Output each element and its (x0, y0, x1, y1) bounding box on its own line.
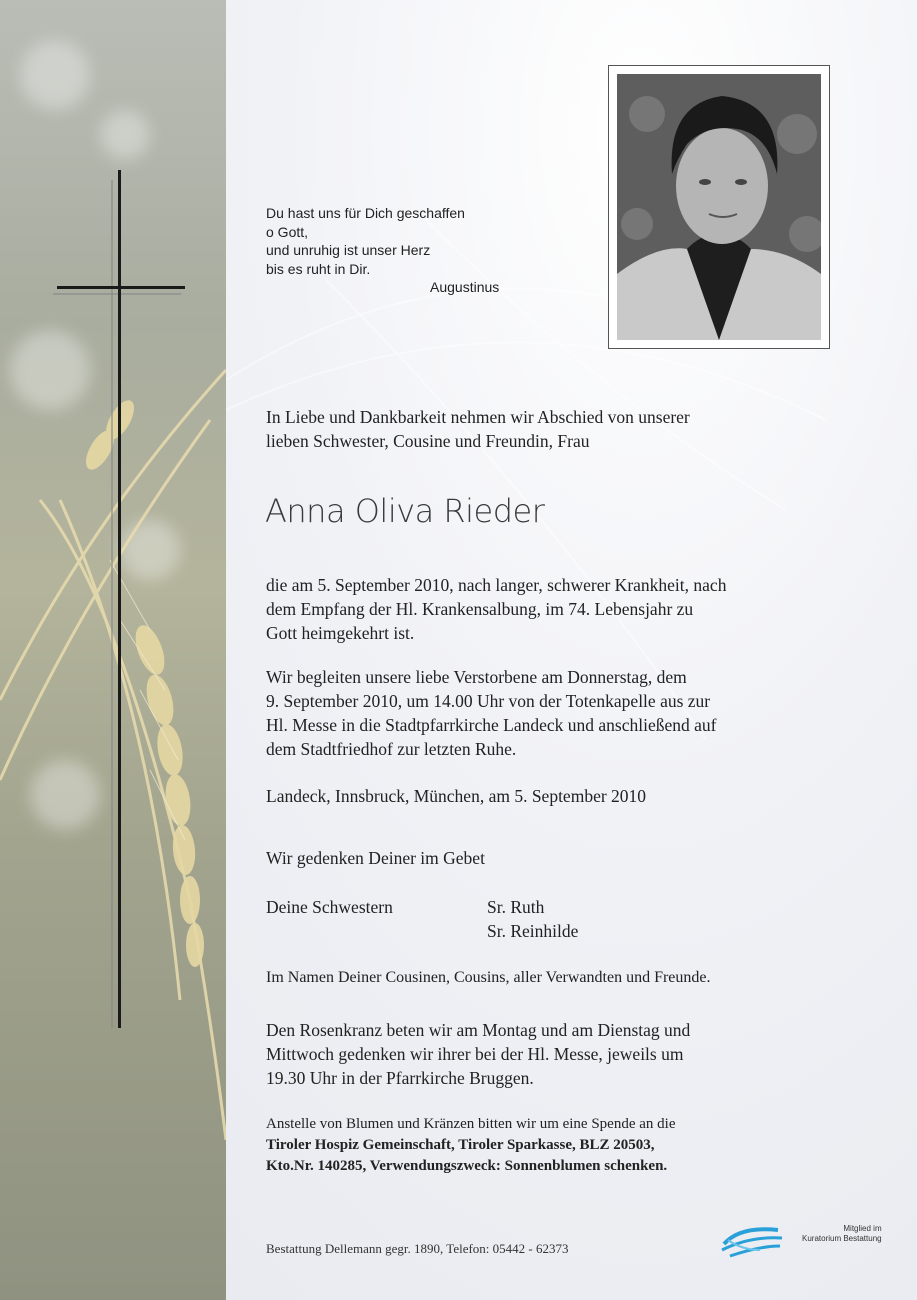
mourners-label: Deine Schwestern (266, 897, 393, 917)
logo-text (802, 1224, 882, 1244)
intro-line: lieben Schwester, Cousine und Freundin, Frau (266, 431, 590, 451)
cross-shadow-bar (53, 293, 181, 295)
place-date: Landeck, Innsbruck, München, am 5. September 2010 (266, 786, 647, 806)
logo-line: Mitglied im (843, 1224, 882, 1233)
mourners-names (487, 895, 578, 943)
paragraph-line: Den Rosenkranz beten wir am Montag und am Dienstag und (266, 1020, 691, 1040)
logo-line: Kuratorium Bestattung (802, 1234, 882, 1243)
mourner-name: Sr. Ruth (487, 897, 545, 917)
cross-icon (118, 170, 121, 1028)
decorative-sidebar (0, 0, 226, 1300)
cross-shadow (111, 180, 113, 1028)
paragraph-line: 19.30 Uhr in der Pfarrkirche Bruggen. (266, 1068, 534, 1088)
paragraph-line: dem Stadtfriedhof zur letzten Ruhe. (266, 739, 517, 759)
rosary-paragraph (266, 1018, 690, 1090)
paragraph-line: Mittwoch gedenken wir ihrer bei der Hl. Messe, jeweils um (266, 1044, 684, 1064)
intro-line: In Liebe und Dankbarkeit nehmen wir Abschied von unserer (266, 407, 690, 427)
footer-contact: Bestattung Dellemann gegr. 1890, Telefon: 05442 - 62373 (266, 1241, 569, 1256)
cross-bar (57, 286, 185, 289)
prayer-line: Wir gedenken Deiner im Gebet (266, 848, 485, 868)
portrait-photo (617, 74, 821, 340)
kuratorium-logo (720, 1220, 882, 1260)
deceased-name: Anna Oliva Rieder (265, 492, 545, 530)
intro-text (266, 405, 690, 453)
death-paragraph (266, 573, 726, 645)
swirl-logo-icon (720, 1220, 800, 1260)
quote-line: o Gott, (266, 223, 309, 240)
donation-line: Tiroler Hospiz Gemeinschaft, Tiroler Sparkasse, BLZ 20503, (266, 1137, 655, 1153)
portrait-frame (608, 65, 830, 349)
quote-line: bis es ruht in Dir. (266, 260, 371, 277)
family-line: Im Namen Deiner Cousinen, Cousins, aller Verwandten und Freunde. (266, 969, 711, 986)
wheat-illustration (0, 0, 226, 1300)
paragraph-line: Hl. Messe in die Stadtpfarrkirche Landeck und anschließend auf (266, 715, 717, 735)
donation-line: Anstelle von Blumen und Kränzen bitten wir um eine Spende an die (266, 1116, 676, 1132)
quote (266, 204, 546, 295)
quote-line: und unruhig ist unser Herz (266, 242, 431, 258)
paragraph-line: Gott heimgekehrt ist. (266, 623, 415, 643)
paragraph-line: 9. September 2010, um 14.00 Uhr von der Totenkapelle aus zur (266, 691, 711, 711)
donation-line: Kto.Nr. 140285, Verwendungszweck: Sonnenblumen schenken. (266, 1158, 668, 1174)
quote-author: Augustinus (430, 279, 500, 295)
paragraph-line: die am 5. September 2010, nach langer, schwerer Krankheit, nach (266, 575, 727, 595)
funeral-paragraph (266, 665, 716, 761)
quote-line: Du hast uns für Dich geschaffen (266, 205, 465, 221)
paragraph-line: Wir begleiten unsere liebe Verstorbene am Donnerstag, dem (266, 667, 687, 687)
mourner-name: Sr. Reinhilde (487, 921, 579, 941)
paragraph-line: dem Empfang der Hl. Krankensalbung, im 74. Lebensjahr zu (266, 599, 694, 619)
donation-note (266, 1114, 675, 1177)
